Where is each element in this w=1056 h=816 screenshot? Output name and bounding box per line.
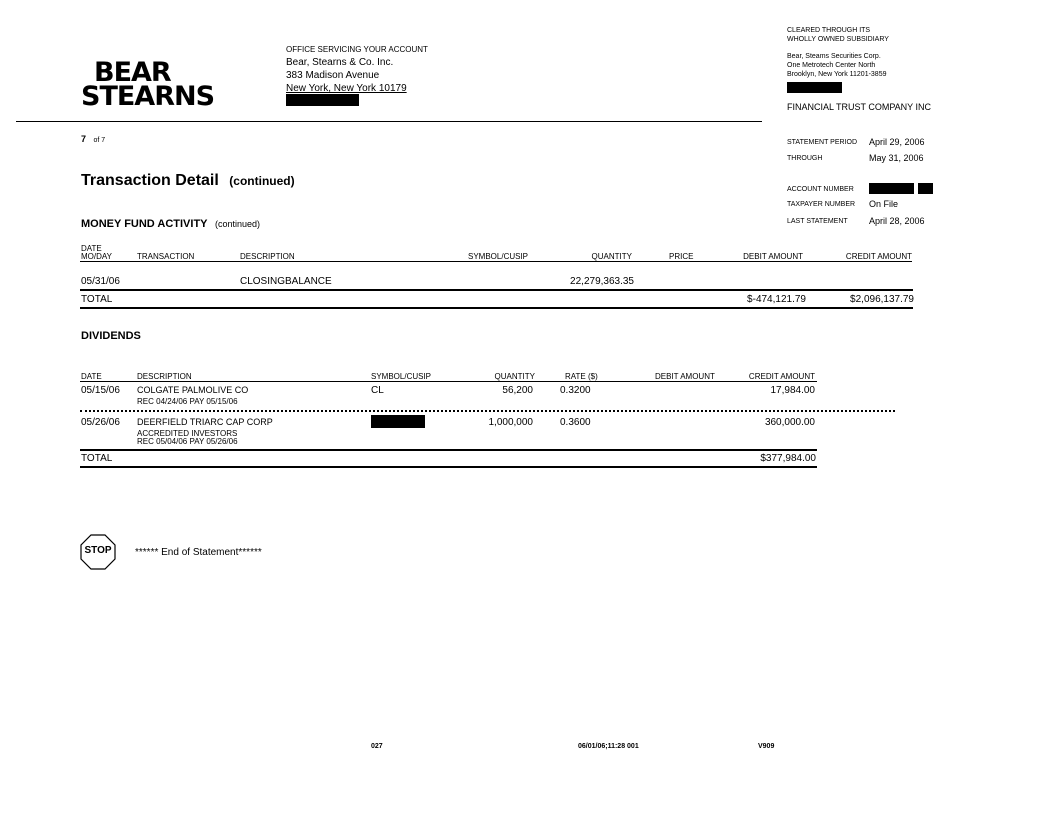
div-row-2-rate: 0.3600: [560, 417, 591, 428]
div-col-date: DATE: [81, 372, 102, 381]
div-row-2-detail-1: ACCREDITED INVESTORS: [137, 429, 238, 438]
div-total-label: TOTAL: [81, 453, 113, 464]
div-row-1-credit: 17,984.00: [770, 385, 815, 396]
row-separator: [80, 410, 895, 412]
mf-row-quantity: 22,279,363.35: [570, 276, 634, 287]
mf-total-debit: $-474,121.79: [747, 294, 806, 305]
table-header-rule: [80, 261, 912, 262]
div-total-rule-top: [80, 449, 817, 451]
clearing-address-1: One Metrotech Center North: [787, 62, 876, 69]
div-row-2-description: DEERFIELD TRIARC CAP CORP: [137, 417, 273, 427]
money-fund-sub: (continued): [214, 219, 260, 229]
div-header-rule: [80, 381, 817, 382]
div-col-symbol: SYMBOL/CUSIP: [371, 372, 432, 381]
col-price: PRICE: [669, 252, 694, 261]
logo-line-1: BEAR: [94, 57, 171, 88]
mf-total-label: TOTAL: [81, 294, 113, 305]
through-label: THROUGH: [787, 155, 823, 162]
div-row-2-quantity: 1,000,000: [488, 417, 533, 428]
clearing-address-2: Brooklyn, New York 11201-3859: [787, 71, 887, 78]
page-of-label: of 7: [93, 137, 106, 144]
end-of-statement: ****** End of Statement******: [135, 547, 262, 558]
div-row-1-detail: REC 04/24/06 PAY 05/15/06: [137, 397, 238, 406]
money-fund-heading: [81, 214, 260, 232]
header-divider: [16, 121, 762, 122]
page-title: [81, 172, 295, 190]
office-street: 383 Madison Avenue: [286, 70, 380, 81]
col-quantity: QUANTITY: [591, 252, 632, 261]
div-col-quantity: QUANTITY: [494, 372, 535, 381]
statement-period-value: April 29, 2006: [869, 137, 925, 147]
div-col-credit: CREDIT AMOUNT: [748, 372, 815, 381]
redacted-block: [869, 183, 914, 194]
mf-total-credit: $2,096,137.79: [850, 294, 914, 305]
total-rule-top: [80, 289, 913, 291]
logo-line-2: STEARNS: [81, 81, 215, 112]
clearing-corp: Bear, Steams Securities Corp.: [787, 53, 881, 60]
office-name: Bear, Stearns & Co. Inc.: [286, 57, 394, 68]
footer-timestamp: 06/01/06;11:28 001: [578, 743, 639, 750]
last-statement-value: April 28, 2006: [869, 216, 925, 226]
div-row-2-credit: 360,000.00: [764, 417, 815, 428]
clearing-line-2: WHOLLY OWNED SUBSIDIARY: [787, 36, 889, 43]
footer-code: 027: [371, 743, 383, 750]
page-title-main: Transaction Detail: [81, 172, 219, 189]
div-total-credit: $377,984.00: [760, 453, 816, 464]
office-city: New York, New York 10179: [286, 83, 407, 94]
div-col-description: DESCRIPTION: [137, 372, 192, 381]
total-rule-bottom: [80, 307, 913, 309]
footer-version: V909: [758, 743, 775, 750]
stop-sign-icon: [80, 534, 116, 570]
div-row-1-date: 05/15/06: [81, 385, 120, 396]
div-row-1-quantity: 56,200: [502, 385, 533, 396]
div-row-2-date: 05/26/06: [81, 417, 120, 428]
page-indicator: [81, 129, 105, 147]
col-description: DESCRIPTION: [240, 252, 295, 261]
dividends-heading: DIVIDENDS: [81, 330, 141, 342]
mf-row-date: 05/31/06: [81, 276, 120, 287]
account-number-label: ACCOUNT NUMBER: [787, 186, 854, 193]
statement-period-label: STATEMENT PERIOD: [787, 139, 858, 146]
redacted-block: [371, 415, 425, 428]
col-transaction: TRANSACTION: [137, 252, 195, 261]
mf-row-description: CLOSINGBALANCE: [240, 276, 332, 287]
div-row-1-description: COLGATE PALMOLIVE CO: [137, 385, 249, 395]
clearing-line-1: CLEARED THROUGH ITS: [787, 27, 871, 34]
redacted-block: [286, 94, 359, 106]
account-holder: FINANCIAL TRUST COMPANY INC: [787, 102, 932, 112]
div-col-debit: DEBIT AMOUNT: [655, 372, 715, 381]
col-date-2: MO/DAY: [81, 252, 112, 261]
div-row-1-symbol: CL: [371, 385, 384, 396]
redacted-block: [787, 82, 842, 93]
col-symbol: SYMBOL/CUSIP: [468, 252, 529, 261]
page-title-sub: (continued): [229, 174, 295, 188]
div-total-rule-bottom: [80, 466, 817, 468]
col-debit: DEBIT AMOUNT: [743, 252, 803, 261]
col-credit: CREDIT AMOUNT: [845, 252, 912, 261]
through-value: May 31, 2006: [869, 153, 924, 163]
redacted-block: [918, 183, 933, 194]
page-number: 7: [81, 134, 87, 144]
office-heading: OFFICE SERVICING YOUR ACCOUNT: [286, 45, 428, 54]
taxpayer-number-value: On File: [869, 199, 899, 209]
stop-label: STOP: [84, 545, 112, 556]
div-col-rate: RATE ($): [565, 372, 598, 381]
taxpayer-number-label: TAXPAYER NUMBER: [787, 201, 856, 208]
div-row-1-rate: 0.3200: [560, 385, 591, 396]
last-statement-label: LAST STATEMENT: [787, 218, 848, 225]
col-date-1: DATE: [81, 244, 102, 253]
div-row-2-detail-2: REC 05/04/06 PAY 05/26/06: [137, 437, 238, 446]
money-fund-title: MONEY FUND ACTIVITY: [81, 218, 208, 230]
